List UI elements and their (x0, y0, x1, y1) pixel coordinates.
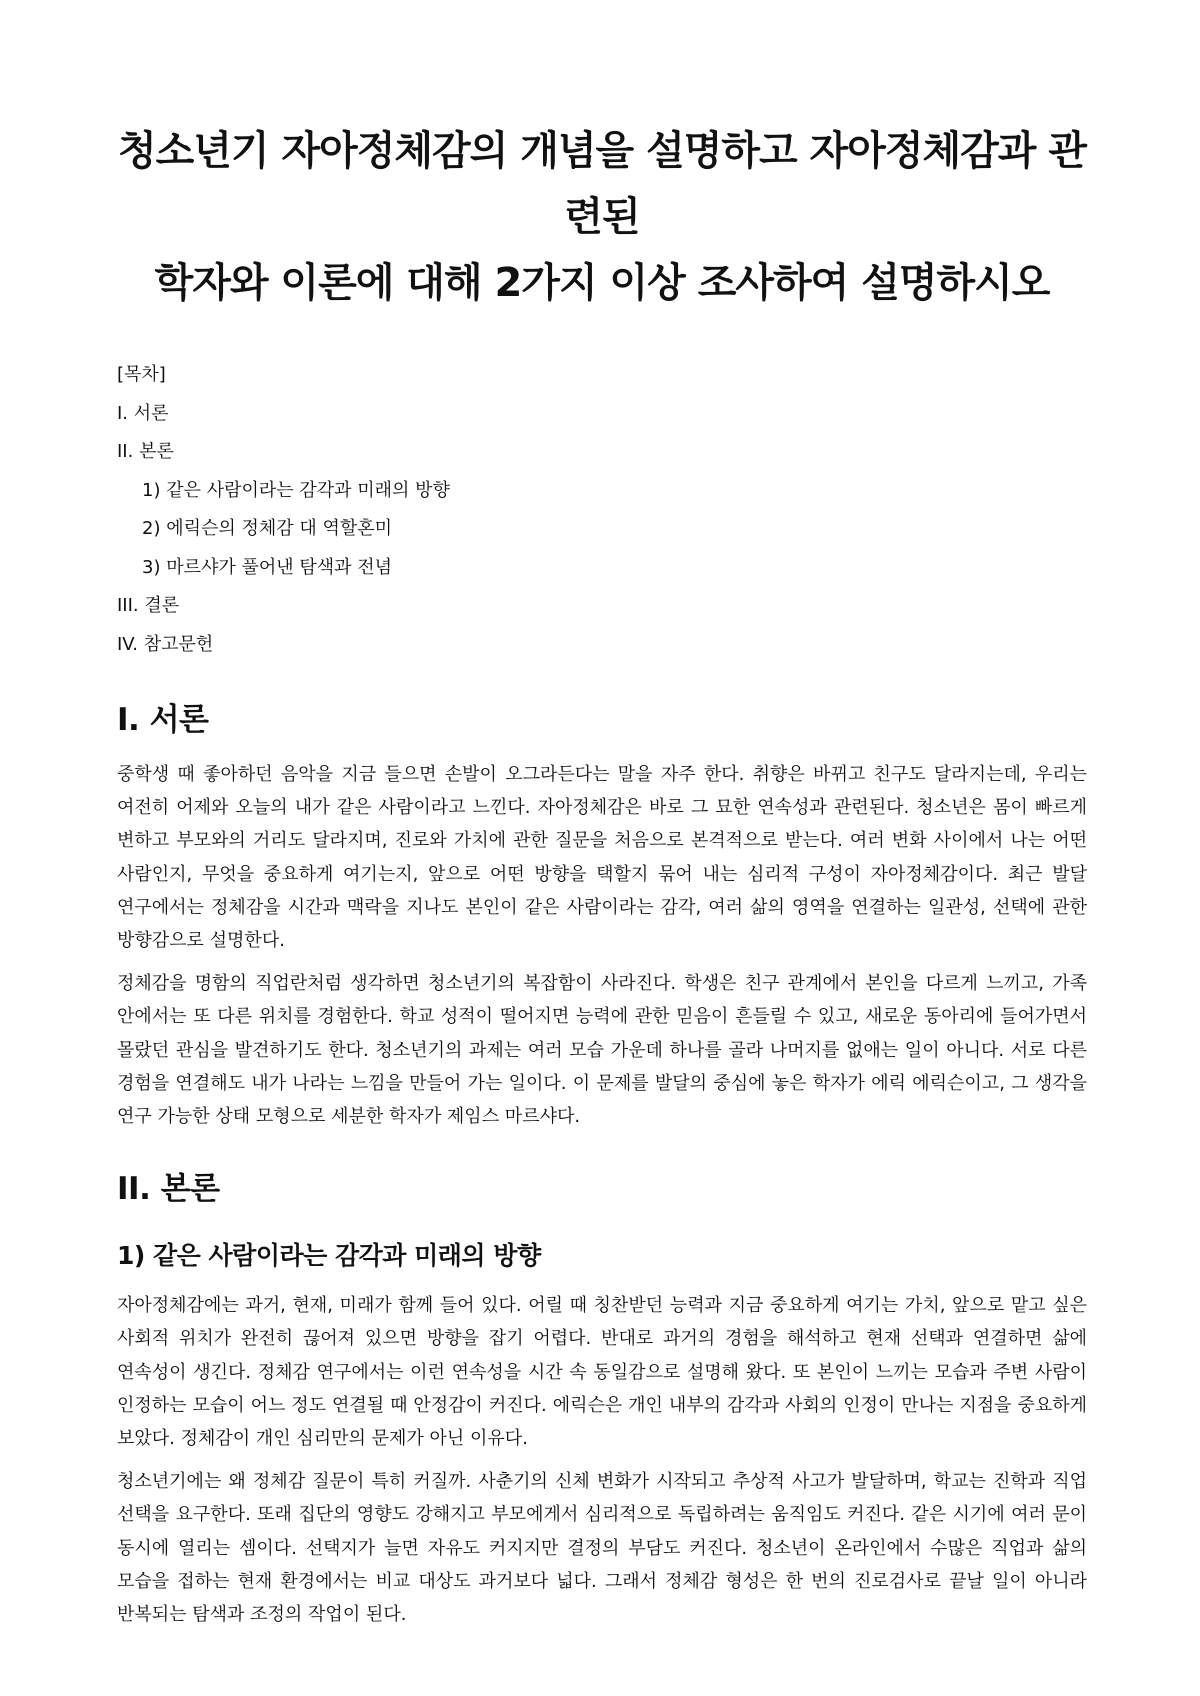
intro-paragraph-2: 정체감을 명함의 직업란처럼 생각하면 청소년기의 복잡함이 사라진다. 학생은 친구 관계에서 본인을 다르게 느끼고, 가족 안에서는 또 다른 위치를 경험한다. 학교 성적이 떨어지면 능력에 관한 믿음이 흔들릴 수 있고, 새로운 동아리에 들어가면서 몰랐던 관심을 발견하기도 한다. 청소년기의 과제는 여러 모습 가운데 하나를 골라 나머지를 없애는 일이 아니다. 서로 다른 경험을 연결해도 내가 나라는 느낌을 만들어 가는 일이다. 이 문제를 발달의 중심에 놓은 학자가 에릭 에릭슨이고, 그 생각을 연구 가능한 상태 모형으로 세분한 학자가 제임스 마르샤다. (117, 973, 1088, 1128)
toc-item-intro: I. 서론 (117, 402, 169, 424)
toc-item-conclusion: III. 결론 (117, 595, 180, 616)
toc-item-body-sub-2: 2) 에릭슨의 정체감 대 역할혼미 (142, 518, 393, 539)
toc-item-references: IV. 참고문헌 (117, 633, 214, 655)
toc-heading: [목차] (117, 364, 166, 385)
body-subsection-1-paragraph-2: 청소년기에는 왜 정체감 질문이 특히 커질까. 사춘기의 신체 변화가 시작되고 추상적 사고가 발달하며, 학교는 진학과 직업 선택을 요구한다. 또래 집단의 영향도 강해지고 부모에게서 심리적으로 독립하려는 움직임도 커진다. 같은 시기에 여러 문이 동시에 열리는 셈이다. 선택지가 늘면 자유도 커지지만 결정의 부담도 커진다. 청소년이 온라인에서 수많은 직업과 삶의 모습을 접하는 현재 환경에서는 비교 대상도 과거보다 넓다. 그래서 정체감 형성은 한 번의 진로검사로 끝날 일이 아니라 반복되는 탐색과 조정의 작업이 된다. (117, 1471, 1087, 1626)
intro-section (117, 698, 1087, 1133)
body-section (117, 1167, 1087, 1631)
intro-heading: I. 서론 (117, 702, 209, 738)
document-title-line-1: 청소년기 자아정체감의 개념을 설명하고 자아정체감과 관련된 (118, 128, 1086, 240)
document-title-line-2: 학자와 이론에 대해 2가지 이상 조사하여 설명하시오 (154, 260, 1050, 306)
body-subsection-1-heading: 1) 같은 사람이라는 감각과 미래의 방향 (117, 1241, 541, 1271)
document-title (117, 118, 1087, 316)
toc-item-body-sub-3: 3) 마르샤가 풀어낸 탐색과 전념 (142, 556, 393, 578)
body-subsection-1-paragraph-1: 자아정체감에는 과거, 현재, 미래가 함께 들어 있다. 어릴 때 칭찬받던 능력과 지금 중요하게 여기는 가치, 앞으로 맡고 싶은 사회적 위치가 완전히 끊어져 있으면 방향을 잡기 어렵다. 반대로 과거의 경험을 해석하고 현재 선택과 연결하면 삶에 연속성이 생긴다. 정체감 연구에서는 이런 연속성을 시간 속 동일감으로 설명해 왔다. 또 본인이 느끼는 모습과 주변 사람이 인정하는 모습이 어느 정도 연결될 때 안정감이 커진다. 에릭슨은 개인 내부의 감각과 사회의 인정이 만나는 지점을 중요하게 보았다. 정체감이 개인 심리만의 문제가 아닌 이유다. (117, 1295, 1087, 1450)
toc-item-body-sub-1: 1) 같은 사람이라는 감각과 미래의 방향 (142, 479, 450, 501)
toc-item-body: II. 본론 (117, 441, 174, 462)
table-of-contents (117, 356, 1087, 664)
intro-paragraph-1: 중학생 때 좋아하던 음악을 지금 들으면 손발이 오그라든다는 말을 자주 한다. 취향은 바뀌고 친구도 달라지는데, 우리는 여전히 어제와 오늘의 내가 같은 사람이라고 느낀다. 자아정체감은 바로 그 묘한 연속성과 관련된다. 청소년은 몸이 빠르게 변하고 부모와의 거리도 달라지며, 진로와 가치에 관한 질문을 처음으로 본격적으로 받는다. 여러 변화 사이에서 나는 어떤 사람인지, 무엇을 중요하게 여기는지, 앞으로 어떤 방향을 택할지 묶어 내는 심리적 구성이 자아정체감이다. 최근 발달 연구에서는 정체감을 시간과 맥락을 지나도 본인이 같은 사람이라는 감각, 여러 삶의 영역을 연결하는 일관성, 선택에 관한 방향감으로 설명한다. (117, 764, 1087, 952)
body-heading: II. 본론 (117, 1171, 220, 1208)
